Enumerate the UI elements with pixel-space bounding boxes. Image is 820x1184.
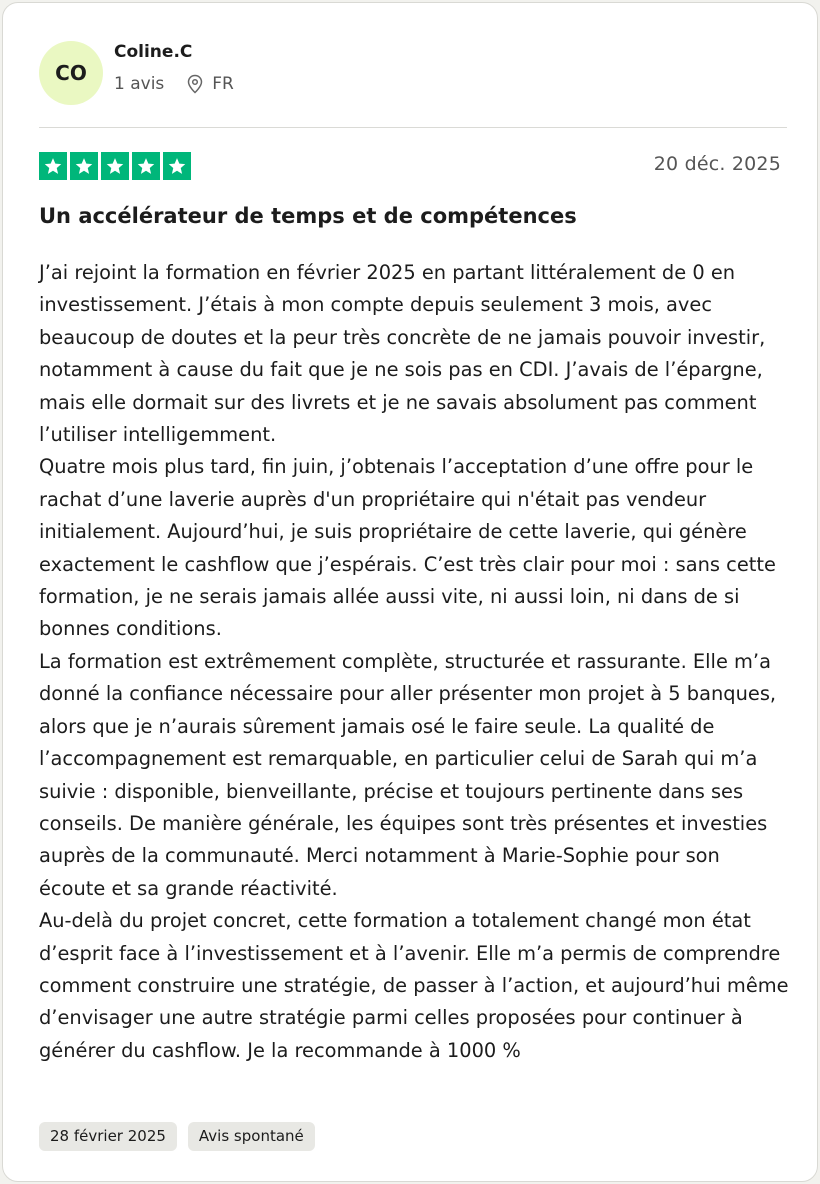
star-icon xyxy=(163,152,191,180)
star-icon xyxy=(39,152,67,180)
avatar[interactable]: CO xyxy=(39,41,103,105)
review-card xyxy=(2,2,818,1182)
review-paragraph: Au-delà du projet concret, cette formation a totalement changé mon état d’esprit face à l’investissement et à l’avenir. Elle m’a permis de comprendre comment construire une stratégie, de passer à l’action, et aujourd’hui même d’envisager une autre stratégie parmi celles proposées pour continuer à générer du cashflow. Je la recommande à 1000 % xyxy=(39,909,789,1062)
map-pin-icon xyxy=(186,74,204,94)
star-rating xyxy=(39,152,191,180)
reviewer-name[interactable]: Coline.C xyxy=(114,42,193,62)
review-count: 1 avis xyxy=(114,74,165,94)
review-type-badge: Avis spontané xyxy=(188,1122,315,1151)
review-title[interactable]: Un accélérateur de temps et de compétences xyxy=(39,204,577,228)
experience-date-badge: 28 février 2025 xyxy=(39,1122,177,1151)
review-paragraph: Quatre mois plus tard, fin juin, j’obtenais l’acceptation d’une offre pour le rachat d’une laverie auprès d'un propriétaire qui n'était pas vendeur initialement. Aujourd’hui, je suis propriétaire de cette laverie, qui génère exactement le cashflow que j’espérais. C’est très clair pour moi : sans cette formation, je ne serais jamais allée aussi vite, ni aussi loin, ni dans de si bonnes conditions. xyxy=(39,455,776,641)
star-icon xyxy=(132,152,160,180)
review-body xyxy=(39,257,789,1067)
reviewer-meta xyxy=(114,74,234,94)
reviewer-country: FR xyxy=(212,74,234,94)
star-icon xyxy=(70,152,98,180)
review-paragraph: J’ai rejoint la formation en février 2025 en partant littéralement de 0 en investissement. J’étais à mon compte depuis seulement 3 mois, avec beaucoup de doutes et la peur très concrète de ne jamais pouvoir investir, notamment à cause du fait que je ne sois pas en CDI. J’avais de l’épargne, mais elle dormait sur des livrets et je ne savais absolument pas comment l’utiliser intelligemment. xyxy=(39,261,766,447)
star-icon xyxy=(101,152,129,180)
review-paragraph: La formation est extrêmement complète, structurée et rassurante. Elle m’a donné la confiance nécessaire pour aller présenter mon projet à 5 banques, alors que je n’aurais sûrement jamais osé le faire seule. La qualité de l’accompagnement est remarquable, en particulier celui de Sarah qui m’a suivie : disponible, bienveillante, précise et toujours pertinente dans ses conseils. De manière générale, les équipes sont très présentes et investies auprès de la communauté. Merci notamment à Marie-Sophie pour son écoute et sa grande réactivité. xyxy=(39,649,777,900)
divider xyxy=(39,127,787,128)
review-tags xyxy=(39,1122,315,1151)
review-date: 20 déc. 2025 xyxy=(653,153,781,175)
